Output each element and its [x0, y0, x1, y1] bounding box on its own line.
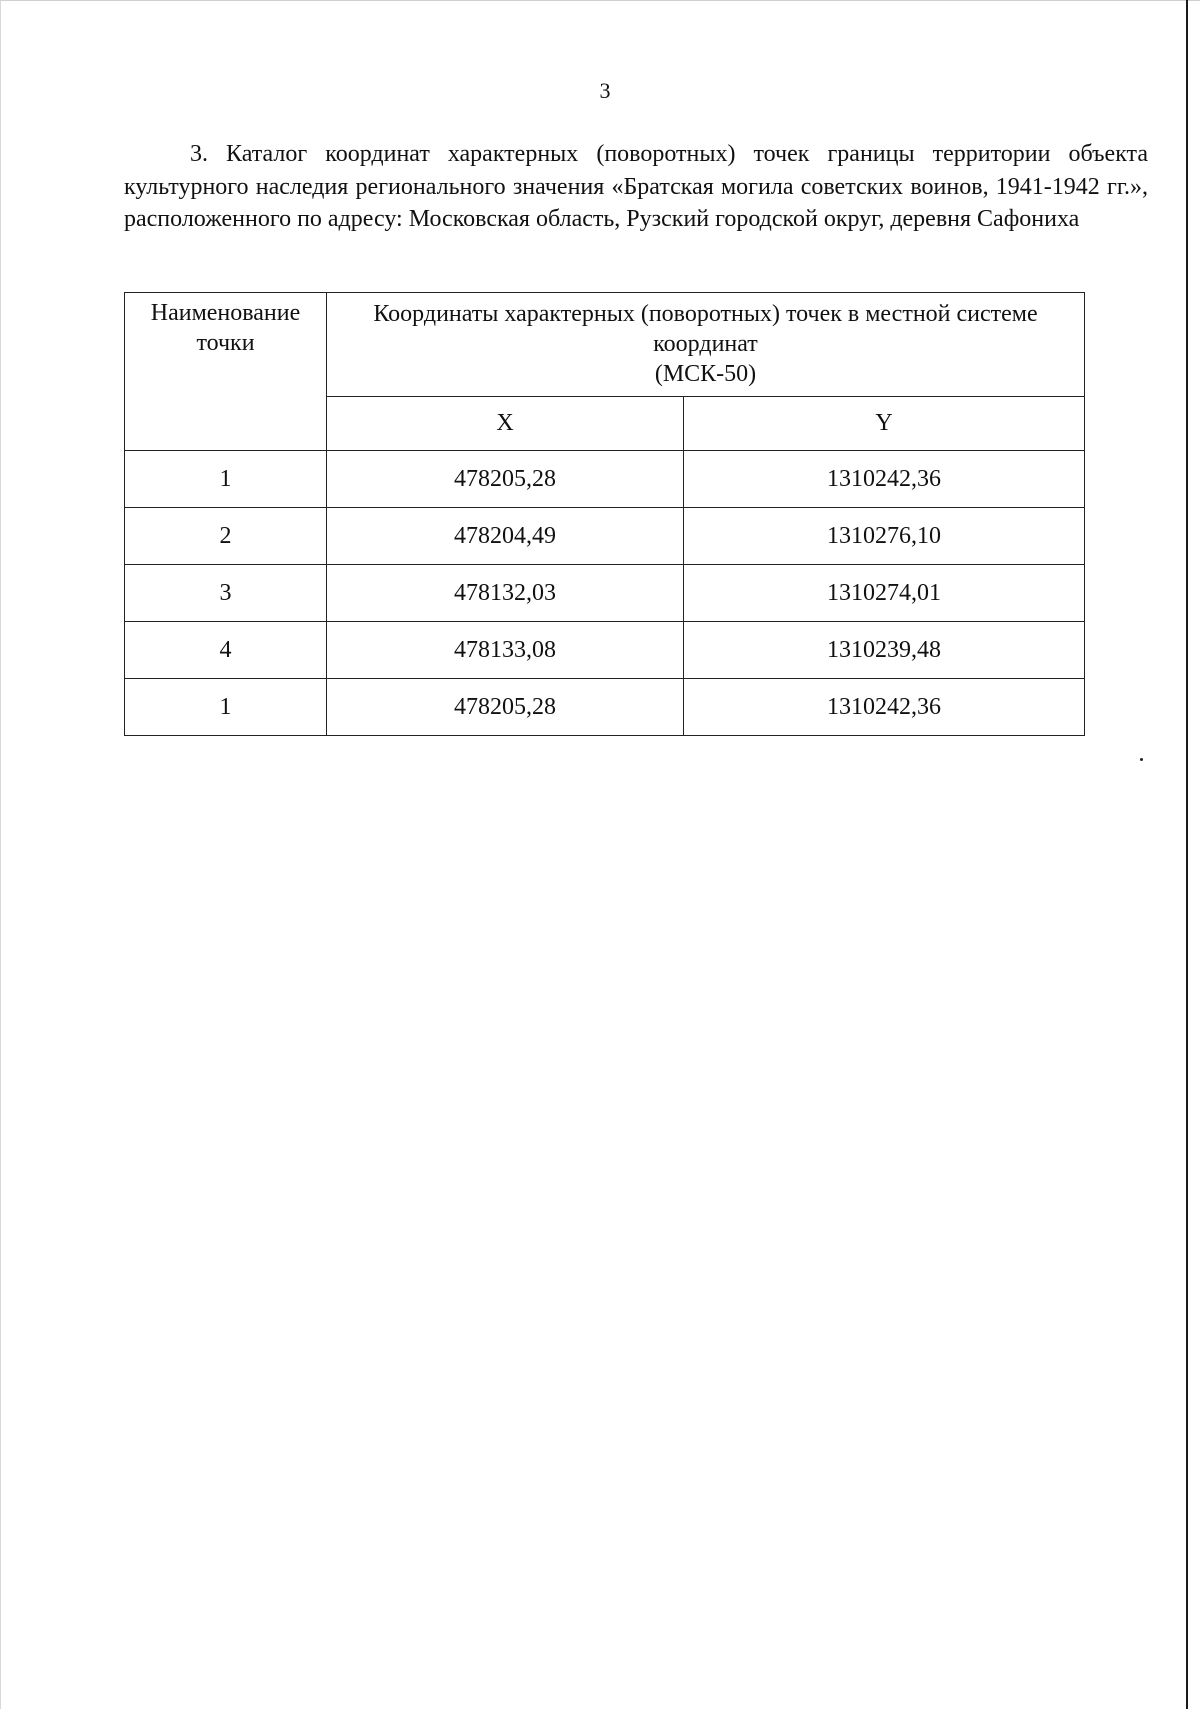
scan-edge-top	[0, 0, 1200, 1]
page-number: 3	[599, 78, 611, 103]
cell-y: 1310276,10	[684, 508, 1085, 565]
cell-point: 4	[125, 622, 327, 679]
header-coordinates-system: (МСК-50)	[654, 361, 757, 387]
table-header-row	[125, 293, 1085, 397]
header-y: Y	[684, 397, 1085, 451]
scan-edge-right	[1186, 0, 1188, 1709]
header-x: X	[327, 397, 684, 451]
cell-x: 478132,03	[327, 565, 684, 622]
cell-point: 1	[125, 679, 327, 736]
header-point-name	[125, 293, 327, 451]
cell-x: 478133,08	[327, 622, 684, 679]
table-row	[125, 451, 1085, 508]
cell-y: 1310242,36	[684, 679, 1085, 736]
cell-y: 1310274,01	[684, 565, 1085, 622]
table-row	[125, 622, 1085, 679]
cell-point: 1	[125, 451, 327, 508]
table-row	[125, 565, 1085, 622]
header-coordinates	[327, 293, 1085, 397]
coordinates-table	[124, 292, 1085, 736]
scan-edge-left	[0, 0, 1, 1709]
header-coordinates-label: Координаты характерных (поворотных) точек в местной системе координат	[373, 301, 1038, 357]
cell-point: 2	[125, 508, 327, 565]
cell-y: 1310239,48	[684, 622, 1085, 679]
cell-x: 478204,49	[327, 508, 684, 565]
scan-speck	[1140, 758, 1143, 761]
cell-x: 478205,28	[327, 679, 684, 736]
table-row	[125, 679, 1085, 736]
table-row	[125, 508, 1085, 565]
cell-point: 3	[125, 565, 327, 622]
catalog-paragraph: 3. Каталог координат характерных (поворотных) точек границы территории объекта культурного наследия регионального значения «Братская могила советских воинов, 1941-1942 гг.», расположенного по адресу: Московская область, Рузский городской округ, деревня Сафониха	[124, 141, 1148, 232]
cell-x: 478205,28	[327, 451, 684, 508]
cell-y: 1310242,36	[684, 451, 1085, 508]
header-point-name-label: Наименование точки	[150, 300, 301, 356]
